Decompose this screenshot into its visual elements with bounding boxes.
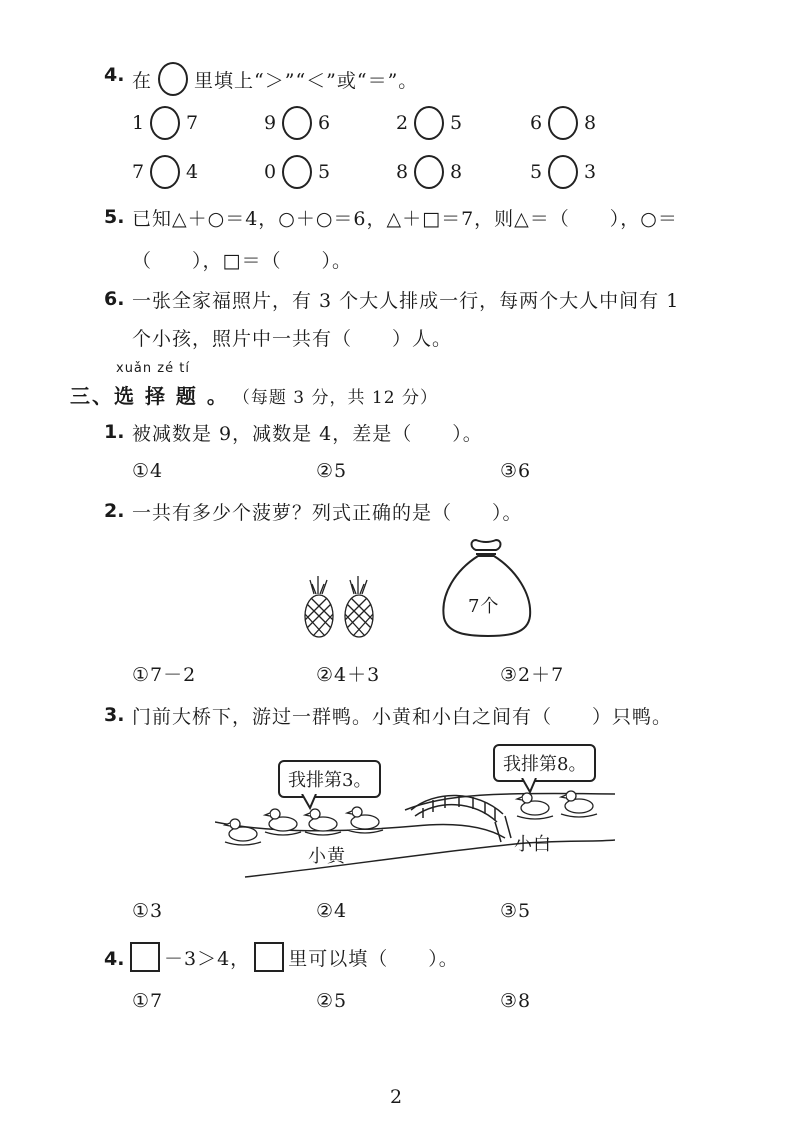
compare-right-value: 5: [318, 161, 331, 183]
c1-option-3[interactable]: ③6: [500, 460, 532, 482]
q4-compare-6: [264, 155, 330, 189]
bubble-left: 我排第3。: [278, 760, 381, 798]
compare-right-value: 7: [186, 112, 199, 134]
q4-compare-8: [530, 155, 596, 189]
c2-option-3[interactable]: ③2＋7: [500, 664, 565, 686]
q4-instruction: [132, 62, 418, 96]
c2-text: 一共有多少个菠萝？列式正确的是（ ）。: [132, 502, 523, 524]
ducks-bridge-illustration: [215, 782, 615, 882]
q4-compare-3: [396, 106, 462, 140]
q5-number: 5.: [104, 206, 125, 228]
c4-blank-box-2[interactable]: [254, 942, 284, 972]
duck-icon: [265, 809, 301, 835]
bag-label: 7个: [468, 596, 500, 617]
pineapple-icon: [305, 576, 333, 637]
q6-number: 6.: [104, 288, 125, 310]
c4-option-1[interactable]: ①7: [132, 990, 164, 1012]
compare-left-value: 7: [132, 161, 145, 183]
compare-blank-circle[interactable]: [414, 106, 444, 140]
c3-option-3[interactable]: ③5: [500, 900, 532, 922]
c1-number: 1.: [104, 421, 125, 443]
duck-icon: [225, 819, 261, 845]
compare-blank-circle[interactable]: [548, 106, 578, 140]
q4-compare-5: [132, 155, 198, 189]
q5-line2: （ ），□＝（ ）。: [132, 250, 352, 272]
compare-left-value: 1: [132, 112, 145, 134]
c4-text-mid: －3＞4，: [164, 947, 251, 970]
compare-blank-circle[interactable]: [150, 106, 180, 140]
compare-left-value: 6: [530, 112, 543, 134]
c1-text: 被减数是 9，减数是 4，差是（ ）。: [132, 423, 483, 445]
c4-text: [130, 942, 459, 972]
section3-title: 三、选 择 题 。: [70, 384, 229, 408]
compare-blank-circle[interactable]: [282, 155, 312, 189]
c4-option-3[interactable]: ③8: [500, 990, 532, 1012]
q4-compare-4: [530, 106, 596, 140]
section3-note: （每题 3 分，共 12 分）: [232, 388, 438, 408]
c2-option-2[interactable]: ②4＋3: [316, 664, 381, 686]
compare-right-value: 4: [186, 161, 199, 183]
q4-number: 4.: [104, 64, 125, 86]
c2-number: 2.: [104, 500, 125, 522]
compare-left-value: 0: [264, 161, 277, 183]
duck-icon: [517, 793, 553, 819]
c3-text: 门前大桥下，游过一群鸭。小黄和小白之间有（ ）只鸭。: [132, 706, 673, 728]
compare-left-value: 5: [530, 161, 543, 183]
compare-right-value: 6: [318, 112, 331, 134]
q4-text-prefix: 在: [132, 69, 153, 92]
pineapples-illustration: [300, 574, 392, 640]
bag-illustration: [436, 536, 536, 638]
c4-number: 4.: [104, 948, 125, 970]
q4-text-suffix: 里填上“＞”“＜”或“＝”。: [194, 69, 419, 92]
compare-right-value: 5: [450, 112, 463, 134]
c1-option-2[interactable]: ②5: [316, 460, 348, 482]
compare-right-value: 3: [584, 161, 597, 183]
bridge-icon: [411, 795, 511, 842]
compare-right-value: 8: [450, 161, 463, 183]
q4-compare-1: [132, 106, 198, 140]
q4-compare-7: [396, 155, 462, 189]
bubble-left-tail-icon: [300, 794, 320, 810]
c4-blank-box-1[interactable]: [130, 942, 160, 972]
duck-name-left: 小黄: [308, 846, 346, 867]
q4-compare-2: [264, 106, 330, 140]
compare-blank-circle[interactable]: [282, 106, 312, 140]
compare-right-value: 8: [584, 112, 597, 134]
duck-icon: [561, 791, 597, 817]
q6-line2: 个小孩，照片中一共有（ ）人。: [132, 328, 453, 350]
c4-option-2[interactable]: ②5: [316, 990, 348, 1012]
q6-line1: 一张全家福照片，有 3 个大人排成一行，每两个大人中间有 1: [132, 290, 680, 312]
c3-option-2[interactable]: ②4: [316, 900, 348, 922]
bubble-right: 我排第8。: [493, 744, 596, 782]
compare-blank-circle[interactable]: [548, 155, 578, 189]
compare-left-value: 8: [396, 161, 409, 183]
page-number: 2: [390, 1086, 404, 1108]
duck-name-right: 小白: [514, 834, 552, 855]
q4-circle-icon: [158, 62, 188, 96]
c3-option-1[interactable]: ①3: [132, 900, 164, 922]
c3-number: 3.: [104, 704, 125, 726]
c2-option-1[interactable]: ①7－2: [132, 664, 197, 686]
q5-line1: 已知△＋○＝4，○＋○＝6，△＋□＝7，则△＝（ ），○＝: [132, 208, 678, 230]
compare-blank-circle[interactable]: [150, 155, 180, 189]
pineapple-icon: [345, 576, 373, 637]
c4-text-end: 里可以填（ ）。: [288, 947, 459, 970]
compare-left-value: 9: [264, 112, 277, 134]
bubble-right-tail-icon: [520, 778, 540, 794]
section3-heading: [70, 380, 438, 409]
river-edge: [415, 825, 505, 839]
bag-icon: [443, 540, 530, 636]
c1-option-1[interactable]: ①4: [132, 460, 164, 482]
section3-pinyin: xuǎn zé tí: [116, 361, 190, 376]
compare-left-value: 2: [396, 112, 409, 134]
compare-blank-circle[interactable]: [414, 155, 444, 189]
